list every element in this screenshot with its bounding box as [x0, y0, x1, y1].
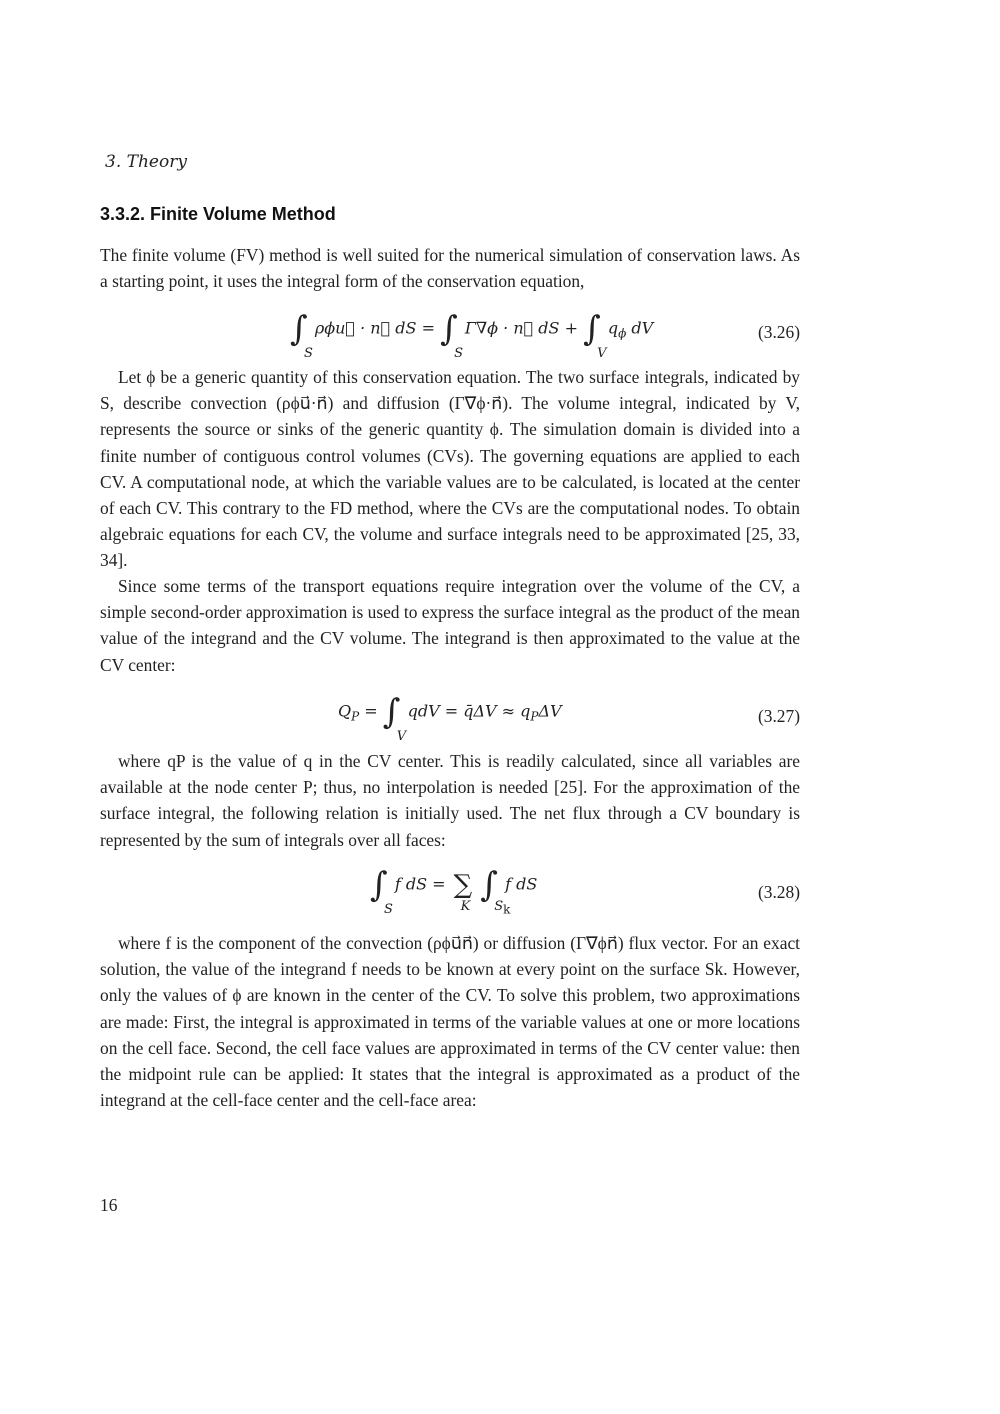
equation-3-27: [100, 692, 800, 745]
paragraph-node-value: [100, 748, 800, 853]
integral-sign: ∫ S: [370, 865, 393, 917]
paragraph-text: Since some terms of the transport equations require integration over the volume of the CV, a simple second-order approximation is used to express the surface integral as the product of the mean value of the integrand and the CV volume. The integrand is then approximated to the value at the CV center:: [100, 576, 800, 675]
equation-number: (3.28): [757, 882, 800, 902]
paragraph-text: Let ϕ be a generic quantity of this conservation equation. The two surface integrals, indicated by S, describe convection (ρϕu⃗·n⃗) and diffusion (Γ∇ϕ·n⃗). The volume integral, indicated by V, represents the source or sinks of the generic quantity ϕ. The simulation domain is divided into a finite number of contiguous control volumes (CVs). The governing equations are applied to each CV. A computational node, at which the variable values are to be calculated, is located at the center of each CV. This contrary to the FD method, where the CVs are the computational nodes. To obtain algebraic equations for each CV, the volume and surface integrals need to be approximated [25, 33, 34].: [100, 367, 800, 571]
paragraph-intro: [100, 242, 800, 294]
equation-number: (3.27): [757, 706, 800, 726]
integral-sign: ∫ V: [382, 692, 407, 744]
integral-sign: ∫ S: [440, 309, 463, 361]
equation-3-28: [100, 865, 800, 920]
integral-sign: ∫ $S_k$: [480, 865, 511, 917]
paragraph-generic-quantity: [100, 364, 800, 574]
paragraph-text: where f is the component of the convection (ρϕu⃗n⃗) or diffusion (Γ∇ϕn⃗) flux vector. For an exact solution, the value of the integrand f needs to be known at every point on the surface Sk. However, only the values of ϕ are known in the center of the CV. To solve this problem, two approximations are made: First, the integral is approximated in terms of the variable values at one or more locations on the cell face. Second, the cell face values are approximated in terms of the CV center value: then the midpoint rule can be applied: It states that the integral is approximated as a product of the integrand at the cell-face center and the cell-face area:: [100, 933, 800, 1111]
running-header: 3. Theory: [105, 152, 187, 172]
paragraph-midpoint-rule: [100, 930, 800, 1113]
page-number: 16: [100, 1195, 118, 1215]
equation-body: $Q_P$ = ∫ V qdV = q̄ΔV ≈ $q_P\Delta V$: [338, 692, 562, 744]
integral-sign: ∫ S: [290, 309, 313, 361]
summation-sign: ∑ K: [453, 870, 473, 914]
paragraph-volume-integral: [100, 573, 800, 678]
equation-body: ∫ S f dS = ∑ K ∫ $S_k$ f dS: [370, 865, 538, 917]
equation-body: ∫ S ρϕu⃗ · n⃗ dS = ∫ S Γ∇ϕ · n⃗ dS + ∫ V $q_\phi$ dV: [290, 309, 654, 361]
paragraph-text: The finite volume (FV) method is well suited for the numerical simulation of conservation laws. As a starting point, it uses the integral form of the conservation equation,: [100, 245, 800, 292]
equation-3-26: [100, 309, 800, 362]
equation-number: (3.26): [757, 322, 800, 342]
paragraph-text: where qP is the value of q in the CV center. This is readily calculated, since all variables are available at the node center P; thus, no interpolation is needed [25]. For the approximation of the surface integral, the following relation is initially used. The net flux through a CV boundary is represented by the sum of integrals over all faces:: [100, 751, 800, 850]
section-heading: 3.3.2. Finite Volume Method: [100, 204, 336, 224]
integral-sign: ∫ V: [583, 309, 607, 361]
